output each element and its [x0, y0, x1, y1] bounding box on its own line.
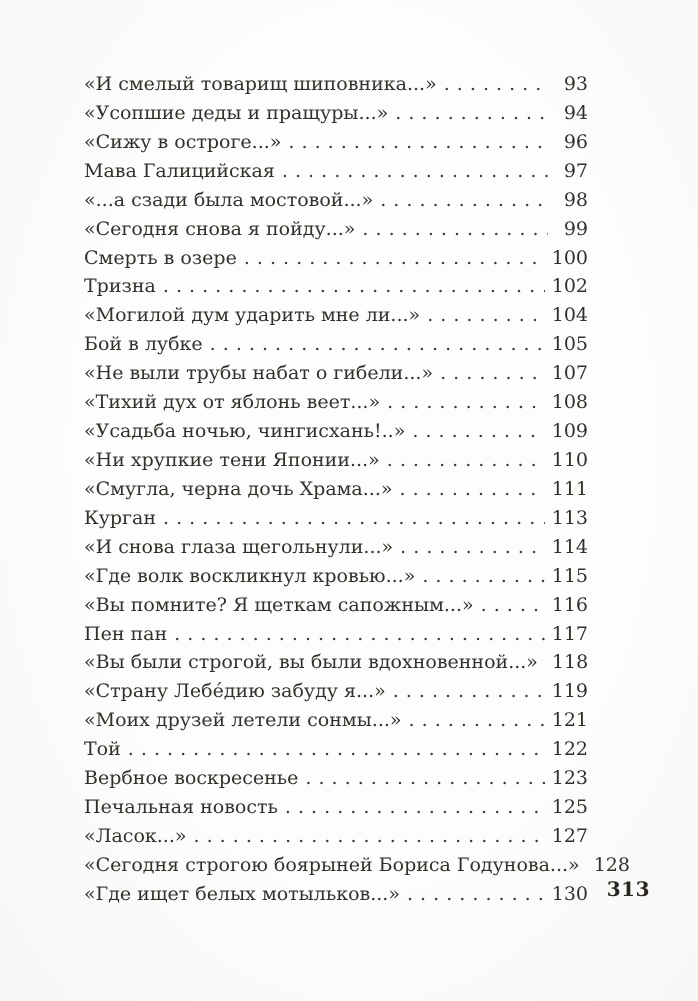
toc-entry-title: «Моих друзей летели сонмы...»: [84, 709, 402, 732]
toc-entry-page: 93: [563, 73, 588, 95]
toc-entry-page: 122: [551, 738, 588, 761]
toc-entry: [84, 186, 588, 215]
toc-entry-page: 113: [551, 506, 588, 529]
dot-leader: [194, 822, 545, 851]
dot-leader: [163, 272, 545, 301]
toc-entry-title: Той: [84, 738, 121, 761]
toc-entry: [84, 648, 588, 677]
toc-entry-page: 99: [563, 217, 588, 240]
toc-entry: [84, 475, 588, 504]
toc-entry-page: 102: [551, 275, 588, 298]
toc-entry-page: 127: [551, 824, 588, 847]
toc-entry: [84, 822, 588, 851]
dot-leader: [422, 562, 544, 591]
toc-entry: [84, 851, 630, 880]
toc-entry-title: «Сижу в остроге...»: [84, 130, 282, 153]
dot-leader: [427, 301, 545, 330]
toc-entry: [84, 677, 588, 706]
toc-entry-title: «И смелый товарищ шиповника...»: [84, 73, 437, 95]
dot-leader: [444, 70, 548, 99]
toc-entry-page: 114: [551, 535, 588, 558]
toc-entry: [84, 620, 588, 649]
toc-entry-title: «Где ищет белых мотыльков...»: [84, 882, 400, 905]
toc-entry-title: Пен пан: [84, 622, 168, 645]
toc-entry: [84, 128, 588, 157]
toc-entry-page: 98: [563, 188, 588, 211]
dot-leader: [282, 157, 548, 186]
dot-leader: [395, 99, 548, 128]
dot-leader: [362, 215, 548, 244]
toc-entry-title: Мава Галицийская: [84, 159, 275, 182]
toc-entry-title: «Усопшие деды и пращуры...»: [84, 101, 389, 124]
dot-leader: [210, 330, 545, 359]
toc-entry-page: 128: [593, 853, 630, 876]
toc-entry: [84, 446, 588, 475]
toc-entry-page: 123: [551, 767, 588, 790]
toc-entry: [84, 157, 588, 186]
toc-entry-title: «Могилой дум ударить мне ли...»: [84, 304, 421, 327]
toc-entry-title: «Усадьба ночью, чингисхань!..»: [84, 420, 406, 443]
toc-entry-page: 97: [563, 159, 588, 182]
toc-entry-title: «Смугла, черна дочь Храма...»: [84, 477, 393, 500]
toc-entry-title: «Ласок...»: [84, 824, 187, 847]
toc-entry: [84, 706, 588, 735]
toc-entry: [84, 359, 588, 388]
dot-leader: [305, 764, 544, 793]
dot-leader: [440, 359, 545, 388]
dot-leader: [481, 591, 545, 620]
toc-entry-page: 130: [551, 882, 588, 905]
toc-entry-page: 100: [551, 246, 588, 269]
toc-entry: [84, 735, 588, 764]
dot-leader: [163, 504, 545, 533]
toc-entry-title: «Сегодня строгою боярыней Бориса Годунова...»: [84, 853, 580, 876]
toc-entry: [84, 272, 588, 301]
page-number-folio: 313: [606, 877, 650, 901]
toc-entry-page: 125: [551, 796, 588, 819]
toc-entry-page: 104: [551, 304, 588, 327]
toc-entry: [84, 793, 588, 822]
toc-entry-title: Печальная новость: [84, 796, 278, 819]
toc-entry-title: «Где волк воскликнул кровью...»: [84, 564, 416, 587]
toc-entry-page: 111: [551, 477, 588, 500]
toc-entry: [84, 764, 588, 793]
toc-entry: [84, 417, 588, 446]
dot-leader: [409, 706, 545, 735]
toc-entry-title: «Тихий дух от яблонь веет...»: [84, 391, 381, 414]
dot-leader: [412, 417, 544, 446]
toc-entry-title: «...а сзади была мостовой...»: [84, 188, 374, 211]
dot-leader: [285, 793, 545, 822]
toc-entry: [84, 244, 588, 273]
toc-entry-page: 107: [551, 362, 588, 385]
toc-entry-title: Бой в лубке: [84, 333, 203, 356]
toc-entry-page: 118: [551, 651, 589, 674]
dot-leader: [407, 880, 545, 909]
dot-leader: [174, 620, 545, 649]
toc-entry-page: 96: [563, 130, 588, 153]
dot-leader: [387, 388, 545, 417]
toc-entry: [84, 215, 588, 244]
toc-entry-page: 109: [551, 420, 588, 443]
dot-leader: [380, 186, 548, 215]
dot-leader: [387, 446, 545, 475]
toc-entry: [84, 301, 588, 330]
toc-entry: [84, 533, 588, 562]
dot-leader: [288, 128, 548, 157]
toc-entry-title: Смерть в озере: [84, 246, 237, 269]
toc-entry-page: 121: [551, 709, 588, 732]
toc-entry-title: Вербное воскресенье: [84, 767, 299, 790]
dot-leader: [400, 533, 545, 562]
dot-leader: [400, 475, 545, 504]
toc-entry-title: «Вы помните? Я щеткам сапожным...»: [84, 593, 474, 616]
dot-leader: [244, 244, 545, 273]
toc-entry-page: 117: [551, 622, 588, 645]
toc-entry-page: 119: [551, 680, 588, 703]
toc-entry-page: 105: [551, 333, 588, 356]
toc-entry-title: «Сегодня снова я пойду...»: [84, 217, 356, 240]
toc-entry-title: Тризна: [84, 275, 156, 298]
toc-entry-title: «И снова глаза щегольнули...»: [84, 535, 394, 558]
toc-entry: [84, 591, 588, 620]
toc-entry: [84, 880, 588, 909]
toc-entry-title: «Вы были строгой, вы были вдохновенной...»: [84, 651, 538, 674]
toc-entry-page: 115: [551, 564, 588, 587]
toc-entry-title: «Ни хрупкие тени Японии...»: [84, 448, 380, 471]
toc-entry: [84, 99, 588, 128]
toc-entry: [84, 70, 588, 99]
toc-entry: [84, 504, 588, 533]
dot-leader: [393, 677, 545, 706]
toc-entry-page: 108: [551, 391, 588, 414]
dot-leader: [128, 735, 545, 764]
toc-entry: [84, 330, 588, 359]
toc-entry-page: 94: [563, 101, 588, 124]
toc-entry: [84, 562, 588, 591]
toc-entry-title: «Страну Лебе́дию забуду я...»: [84, 680, 386, 703]
toc-entry-page: 110: [551, 448, 588, 471]
toc-entry-title: Курган: [84, 506, 156, 529]
toc-entry-page: 116: [551, 593, 588, 616]
toc-entry-title: «Не выли трубы набат о гибели...»: [84, 362, 434, 385]
toc-entry: [84, 388, 588, 417]
